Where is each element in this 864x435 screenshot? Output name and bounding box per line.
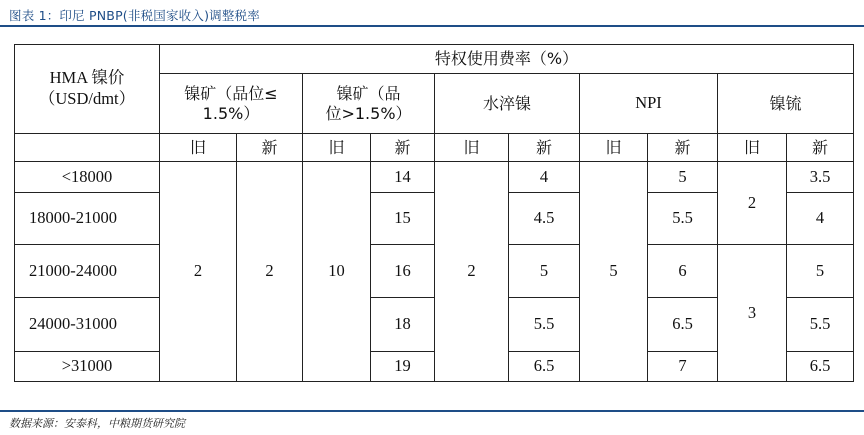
new-label: 新 — [509, 134, 580, 162]
hma-header-line1: HMA 镍价 — [49, 68, 125, 88]
water-nickel-new-cell: 6.5 — [509, 352, 580, 382]
water-nickel-new-cell: 5.5 — [509, 298, 580, 352]
group-ore-low-line2: 1.5%） — [202, 103, 260, 123]
group-ore-high-line2: 位>1.5%） — [325, 103, 412, 123]
ore-high-new-cell: 14 — [371, 162, 435, 193]
npi-old-cell: 5 — [580, 162, 648, 382]
hma-price-header — [15, 45, 160, 134]
new-label: 新 — [648, 134, 718, 162]
royalty-rate-header: 特权使用费率（%） — [160, 45, 854, 74]
old-label: 旧 — [303, 134, 371, 162]
npi-new-cell: 7 — [648, 352, 718, 382]
new-label: 新 — [237, 134, 303, 162]
ore-low-old-cell: 2 — [160, 162, 237, 382]
matte-new-cell: 3.5 — [787, 162, 854, 193]
group-header-nickel-matte: 镍锍 — [718, 74, 854, 134]
hma-header-line2: （USD/dmt） — [38, 89, 136, 108]
npi-new-cell: 6 — [648, 245, 718, 298]
ore-high-new-cell: 16 — [371, 245, 435, 298]
table-row — [15, 162, 854, 193]
header-row-rate — [15, 45, 854, 74]
price-range-cell: >31000 — [15, 352, 160, 382]
source-divider — [0, 410, 864, 412]
matte-new-cell: 5.5 — [787, 298, 854, 352]
price-range-cell: 24000-31000 — [15, 298, 160, 352]
group-header-npi: NPI — [580, 74, 718, 134]
matte-new-cell: 6.5 — [787, 352, 854, 382]
matte-new-cell: 4 — [787, 193, 854, 245]
caption-divider — [0, 25, 864, 27]
header-row-old-new — [15, 134, 854, 162]
npi-new-cell: 5.5 — [648, 193, 718, 245]
royalty-rate-table — [14, 44, 854, 382]
matte-old-cell: 2 — [718, 162, 787, 245]
npi-new-cell: 6.5 — [648, 298, 718, 352]
price-range-cell: 18000-21000 — [15, 193, 160, 245]
price-range-cell: <18000 — [15, 162, 160, 193]
ore-high-old-cell: 10 — [303, 162, 371, 382]
old-label: 旧 — [435, 134, 509, 162]
new-label: 新 — [371, 134, 435, 162]
old-label: 旧 — [160, 134, 237, 162]
new-label: 新 — [787, 134, 854, 162]
old-label: 旧 — [718, 134, 787, 162]
old-label: 旧 — [580, 134, 648, 162]
figure-caption: 图表 1：印尼 PNBP(非税国家收入)调整税率 — [9, 8, 260, 23]
ore-high-new-cell: 18 — [371, 298, 435, 352]
group-ore-low-line1: 镍矿（品位≤ — [184, 83, 278, 103]
matte-new-cell: 5 — [787, 245, 854, 298]
water-nickel-new-cell: 4.5 — [509, 193, 580, 245]
group-header-water-quenched-nickel: 水淬镍 — [435, 74, 580, 134]
water-nickel-new-cell: 4 — [509, 162, 580, 193]
water-nickel-new-cell: 5 — [509, 245, 580, 298]
ore-high-new-cell: 15 — [371, 193, 435, 245]
data-source-note: 数据来源：安泰科，中粮期货研究院 — [9, 417, 185, 430]
matte-old-cell: 3 — [718, 245, 787, 382]
table-row — [15, 245, 854, 298]
npi-new-cell: 5 — [648, 162, 718, 193]
blank-header-cell — [15, 134, 160, 162]
water-nickel-old-cell: 2 — [435, 162, 509, 382]
price-range-cell: 21000-24000 — [15, 245, 160, 298]
ore-low-new-cell: 2 — [237, 162, 303, 382]
ore-high-new-cell: 19 — [371, 352, 435, 382]
group-header-ore-high — [303, 74, 435, 134]
group-ore-high-line1: 镍矿（品 — [336, 83, 401, 103]
group-header-ore-low — [160, 74, 303, 134]
